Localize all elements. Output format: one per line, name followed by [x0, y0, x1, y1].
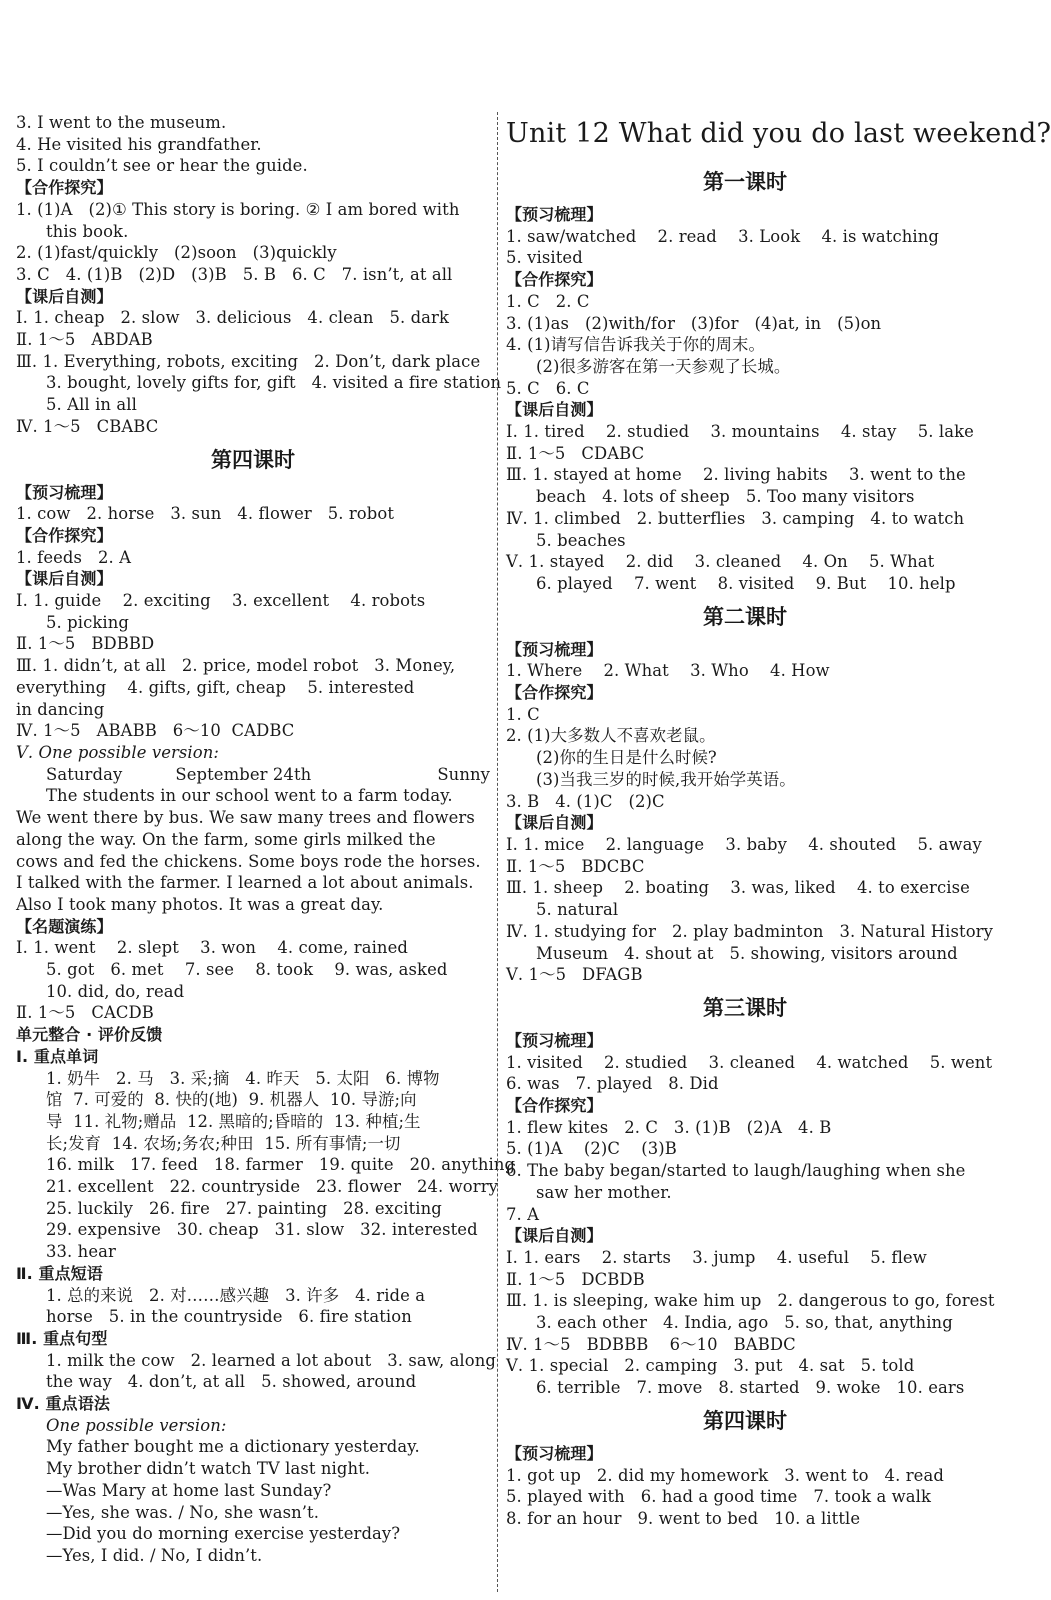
answer-line: Ⅳ. 1. climbed 2. butterflies 3. camping 4. to watch — [506, 508, 965, 528]
answer-line: 5. visited — [506, 248, 583, 268]
answer-line: Ⅲ. 1. is sleeping, wake him up 2. dangerous to go, forest — [506, 1291, 995, 1311]
answer-line: Ⅴ. 1. special 2. camping 3. put 4. sat 5. told — [506, 1356, 915, 1376]
answer-line: Ⅱ. 1～5 CACDB — [16, 1003, 154, 1023]
answer-line: 7. A — [506, 1204, 540, 1224]
answer-line: Ⅳ. 1～5 CBABC — [16, 416, 159, 436]
answer-line: 1. flew kites 2. C 3. (1)B (2)A 4. B — [506, 1117, 832, 1137]
answer-line: One possible version: — [46, 1415, 227, 1435]
answer-line: 6. The baby began/started to laugh/laughing when she — [506, 1161, 966, 1181]
answer-line: Museum 4. shout at 5. showing, visitors around — [536, 943, 958, 963]
section-heading: Ⅲ. 重点句型 — [16, 1328, 108, 1348]
answer-line: 1. visited 2. studied 3. cleaned 4. watched 5. went — [506, 1052, 993, 1072]
answer-line: Ⅴ. One possible version: — [16, 742, 220, 762]
answer-line: 5. got 6. met 7. see 8. took 9. was, asked — [46, 960, 448, 980]
section-heading: Ⅰ. 重点单词 — [16, 1046, 99, 1066]
answer-line: 6. terrible 7. move 8. started 9. woke 10. ears — [536, 1378, 965, 1398]
section-heading: 【课后自测】 — [506, 813, 603, 833]
answer-line: 21. excellent 22. countryside 23. flower 24. worry — [46, 1177, 499, 1197]
answer-line: Ⅳ. 1～5 ABABB 6～10 CADBC — [16, 721, 295, 741]
answer-line: Ⅱ. 1～5 BDCBC — [506, 856, 645, 876]
answer-line: the way 4. don’t, at all 5. showed, around — [46, 1372, 417, 1392]
answer-line: 2. (1)大多数人不喜欢老鼠。 — [506, 726, 716, 746]
answer-line: 3. each other 4. India, ago 5. so, that, anything — [536, 1313, 953, 1333]
answer-line: Ⅱ. 1～5 DCBDB — [506, 1269, 645, 1289]
answer-line: —Was Mary at home last Sunday? — [46, 1480, 332, 1500]
answer-line: 1. milk the cow 2. learned a lot about 3. saw, along — [46, 1350, 496, 1370]
answer-line: Ⅱ. 1～5 CDABC — [506, 443, 645, 463]
answer-line: Ⅰ. 1. mice 2. language 3. baby 4. shouted 5. away — [506, 834, 982, 854]
section-heading: 【预习梳理】 — [506, 1030, 603, 1050]
answer-line: everything 4. gifts, gift, cheap 5. interested — [16, 677, 415, 697]
answer-line: (2)很多游客在第一天参观了长城。 — [536, 356, 791, 376]
answer-line: 16. milk 17. feed 18. farmer 19. quite 20. anything — [46, 1155, 516, 1175]
answer-line: 1. C — [506, 704, 540, 724]
answer-line: 1. got up 2. did my homework 3. went to 4. read — [506, 1465, 944, 1485]
section-heading: 单元整合 · 评价反馈 — [16, 1025, 163, 1045]
answer-line: saw her mother. — [536, 1182, 672, 1202]
answer-line: 3. (1)as (2)with/for (3)for (4)at, in (5)on — [506, 313, 882, 333]
answer-line — [16, 764, 490, 786]
section-heading: 【合作探究】 — [506, 270, 603, 290]
answer-line: 馆 7. 可爱的 8. 快的(地) 9. 机器人 10. 导游;向 — [46, 1090, 417, 1110]
line-left-text: Saturday September 24th — [46, 764, 312, 784]
answer-line: 5. All in all — [46, 395, 137, 415]
answer-line: 1. feeds 2. A — [16, 547, 132, 567]
answer-line: Ⅲ. 1. didn’t, at all 2. price, model robot 3. Money, — [16, 656, 456, 676]
answer-line: 3. C 4. (1)B (2)D (3)B 5. B 6. C 7. isn’t, at all — [16, 264, 453, 284]
answer-line: 5. played with 6. had a good time 7. took a walk — [506, 1487, 932, 1507]
section-heading: 【课后自测】 — [16, 286, 113, 306]
answer-line: 10. did, do, read — [46, 981, 185, 1001]
section-heading: 【预习梳理】 — [506, 639, 603, 659]
answer-line: 33. hear — [46, 1242, 116, 1262]
answer-line: 1. Where 2. What 3. Who 4. How — [506, 661, 830, 681]
answer-line: My father bought me a dictionary yesterday. — [46, 1437, 420, 1457]
right-column — [506, 112, 1051, 1530]
answer-line: 1. C 2. C — [506, 291, 590, 311]
answer-line: cows and fed the chickens. Some boys rode the horses. — [16, 851, 481, 871]
answer-line: 1. (1)A (2)① This story is boring. ② I am bored with — [16, 199, 460, 219]
answer-line: Ⅰ. 1. tired 2. studied 3. mountains 4. stay 5. lake — [506, 422, 974, 442]
answer-line: 1. cow 2. horse 3. sun 4. flower 5. robot — [16, 504, 395, 524]
lesson-heading: 第二课时 — [703, 604, 787, 629]
answer-line: Also I took many photos. It was a great day. — [16, 894, 384, 914]
answer-line: 5. beaches — [536, 530, 626, 550]
answer-line: Ⅴ. 1. stayed 2. did 3. cleaned 4. On 5. What — [506, 552, 935, 572]
answer-line: 3. bought, lovely gifts for, gift 4. visited a fire station — [46, 373, 502, 393]
section-heading: 【名题演练】 — [16, 916, 113, 936]
answer-line: 29. expensive 30. cheap 31. slow 32. interested — [46, 1220, 478, 1240]
answer-line: beach 4. lots of sheep 5. Too many visitors — [536, 487, 915, 507]
section-heading: 【课后自测】 — [16, 569, 113, 589]
answer-line: 3. B 4. (1)C (2)C — [506, 791, 665, 811]
section-heading: 【合作探究】 — [16, 525, 113, 545]
lesson-heading: 第一课时 — [703, 170, 787, 194]
answer-line: Ⅲ. 1. Everything, robots, exciting 2. Don’t, dark place — [16, 351, 481, 371]
section-heading: 【预习梳理】 — [506, 205, 603, 224]
answer-line: 5. (1)A (2)C (3)B — [506, 1139, 677, 1159]
answer-line: 1. 总的来说 2. 对……感兴趣 3. 许多 4. ride a — [46, 1285, 426, 1305]
answer-line: 5. C 6. C — [506, 378, 590, 398]
answer-line: We went there by bus. We saw many trees and flowers — [16, 808, 475, 828]
answer-line: Ⅲ. 1. sheep 2. boating 3. was, liked 4. to exercise — [506, 878, 970, 898]
answer-line: 5. natural — [536, 900, 619, 920]
answer-line: My brother didn’t watch TV last night. — [46, 1459, 371, 1479]
answer-line: 4. He visited his grandfather. — [16, 134, 262, 154]
answer-line: 2. (1)fast/quickly (2)soon (3)quickly — [16, 243, 337, 263]
section-heading: 【课后自测】 — [506, 400, 603, 420]
answer-line: (3)当我三岁的时候,我开始学英语。 — [536, 769, 796, 789]
answer-line: Ⅰ. 1. ears 2. starts 3. jump 4. useful 5. flew — [506, 1247, 927, 1267]
answer-line: 6. played 7. went 8. visited 9. But 10. help — [536, 573, 956, 593]
answer-line: Ⅲ. 1. stayed at home 2. living habits 3. went to the — [506, 465, 966, 485]
answer-line: 4. (1)请写信告诉我关于你的周末。 — [506, 335, 766, 355]
answer-line: 8. for an hour 9. went to bed 10. a little — [506, 1508, 861, 1528]
line-right-text: Sunny — [437, 764, 490, 784]
answer-line: 3. I went to the museum. — [16, 113, 227, 132]
answer-line: —Yes, I did. / No, I didn’t. — [46, 1546, 263, 1565]
answer-line: in dancing — [16, 699, 105, 719]
lesson-heading: 第三课时 — [703, 995, 787, 1020]
answer-line: Ⅳ. 1～5 BDBBB 6～10 BABDC — [506, 1334, 796, 1354]
answer-line: 1. 奶牛 2. 马 3. 采;摘 4. 昨天 5. 太阳 6. 博物 — [46, 1068, 440, 1088]
answer-line: 25. luckily 26. fire 27. painting 28. exciting — [46, 1198, 442, 1218]
section-heading: 【预习梳理】 — [506, 1443, 603, 1463]
answer-line: horse 5. in the countryside 6. fire station — [46, 1307, 412, 1327]
answer-line: The students in our school went to a farm today. — [46, 786, 453, 806]
section-heading: 【合作探究】 — [506, 683, 603, 703]
answer-line: Ⅳ. 1. studying for 2. play badminton 3. Natural History — [506, 921, 993, 941]
section-heading: 【课后自测】 — [506, 1226, 603, 1246]
answer-line: 长;发育 14. 农场;务农;种田 15. 所有事情;一切 — [46, 1133, 401, 1153]
left-column — [16, 112, 516, 1567]
unit-title: Unit 12 What did you do last weekend? — [506, 118, 1051, 149]
section-heading: 【合作探究】 — [506, 1096, 603, 1116]
lesson-heading: 第四课时 — [211, 447, 295, 472]
section-heading: Ⅳ. 重点语法 — [16, 1394, 110, 1414]
answer-line: (2)你的生日是什么时候? — [536, 748, 717, 768]
answer-line: 6. was 7. played 8. Did — [506, 1074, 719, 1094]
answer-line: —Did you do morning exercise yesterday? — [46, 1524, 401, 1544]
section-heading: Ⅱ. 重点短语 — [16, 1263, 103, 1283]
answer-line: Ⅴ. 1～5 DFAGB — [506, 965, 643, 985]
answer-line: Ⅰ. 1. cheap 2. slow 3. delicious 4. clean 5. dark — [16, 308, 450, 328]
column-divider — [497, 112, 498, 1592]
answer-line: Ⅰ. 1. guide 2. exciting 3. excellent 4. robots — [16, 591, 426, 611]
section-heading: 【合作探究】 — [16, 178, 113, 198]
right-lines — [506, 160, 995, 1530]
answer-line: 5. picking — [46, 612, 129, 632]
answer-line: along the way. On the farm, some girls milked the — [16, 829, 436, 849]
answer-line: Ⅱ. 1～5 ABDAB — [16, 330, 153, 350]
lesson-heading: 第四课时 — [703, 1408, 787, 1433]
section-heading: 【预习梳理】 — [16, 482, 113, 502]
answer-line: this book. — [46, 221, 129, 241]
answer-line: 导 11. 礼物;赠品 12. 黑暗的;昏暗的 13. 种植;生 — [46, 1111, 421, 1131]
answer-line: 5. I couldn’t see or hear the guide. — [16, 156, 308, 176]
answer-line: Ⅱ. 1～5 BDBBD — [16, 634, 155, 654]
answer-line: 1. saw/watched 2. read 3. Look 4. is watching — [506, 226, 939, 246]
answer-line: Ⅰ. 1. went 2. slept 3. won 4. come, rained — [16, 938, 408, 958]
answer-line: I talked with the farmer. I learned a lot about animals. — [16, 873, 474, 893]
answer-line: —Yes, she was. / No, she wasn’t. — [46, 1502, 320, 1522]
